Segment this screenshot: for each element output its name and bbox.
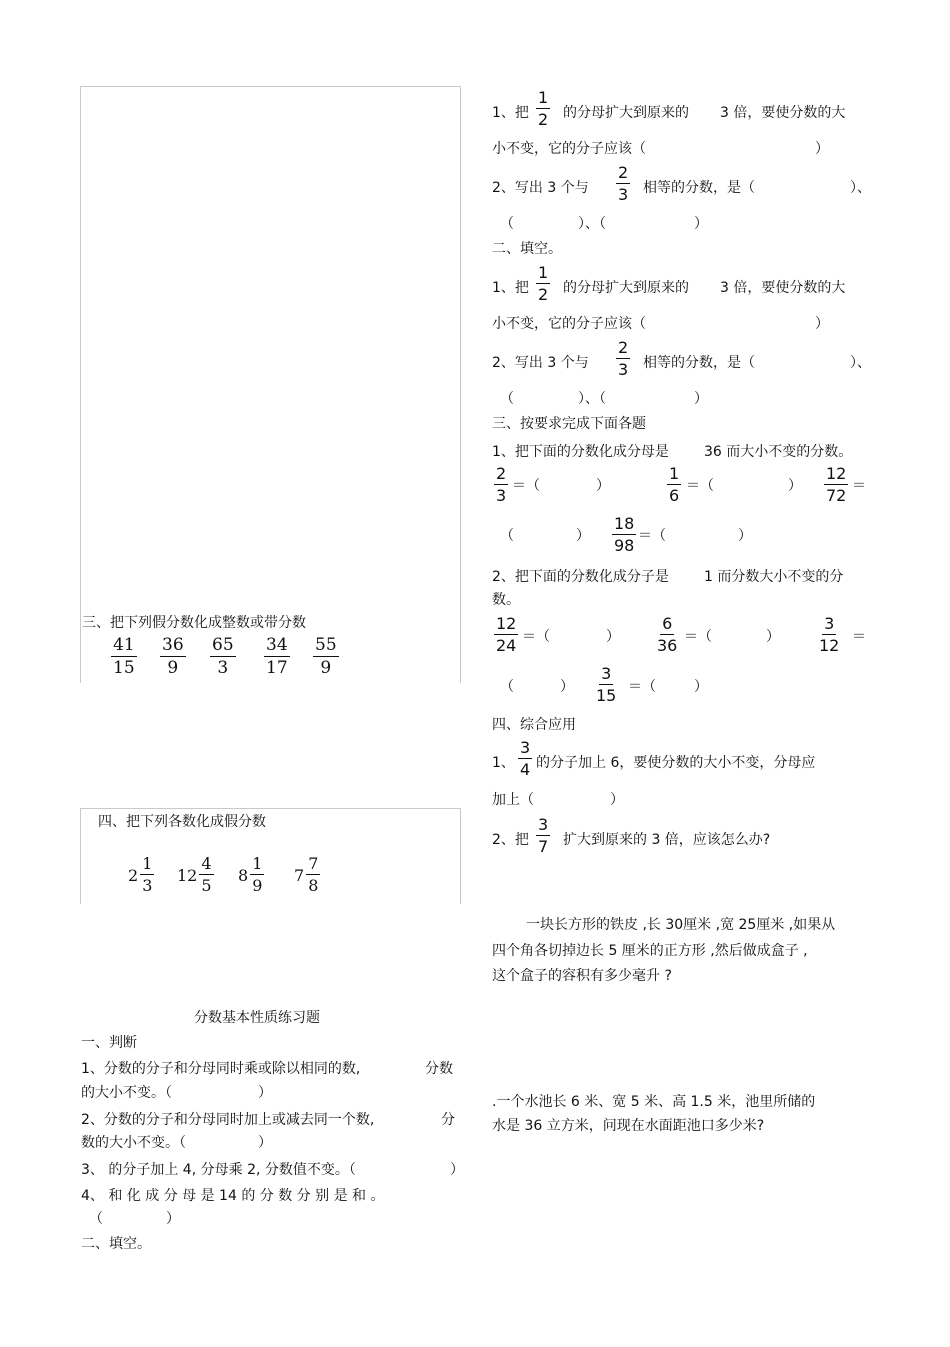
judge-q2-tail: 分 <box>441 1112 455 1128</box>
denominator: 9 <box>320 658 332 678</box>
numerator: 55 <box>315 635 337 655</box>
judge-q3: 3、 的分子加上 4, 分母乘 2, 分数值不变。（ <box>81 1162 356 1178</box>
denominator: 9 <box>167 658 179 678</box>
eq-open: ＝（ <box>628 679 656 695</box>
numerator: 2 <box>496 464 507 483</box>
r-q1-line2: 小不变，它的分子应该（ <box>492 141 646 157</box>
section-3-title: 三、把下列假分数化成整数或带分数 <box>82 615 306 631</box>
whole-part: 2 <box>128 865 139 885</box>
judge-q1-tail: 分数 <box>425 1061 453 1077</box>
problem-1-line3: 这个盒子的容积有多少毫升 ? <box>492 968 672 984</box>
numerator: 1 <box>252 854 263 873</box>
eq: ＝ <box>852 629 866 645</box>
numerator: 12 <box>826 464 847 483</box>
s3q1-frac-3 <box>824 466 848 504</box>
mixed-number <box>128 856 154 894</box>
r-q1b-text2: 3 倍，要使分数的大 <box>720 280 846 296</box>
denominator: 17 <box>266 658 288 678</box>
denominator: 3 <box>618 185 629 204</box>
whole-part: 12 <box>177 865 198 885</box>
close-paren: ） <box>788 478 802 494</box>
denominator: 24 <box>496 636 517 655</box>
eq-open: ＝（ <box>512 478 540 494</box>
judge-q2-line2: 数的大小不变。（ <box>81 1135 186 1151</box>
close-paren: ） <box>738 528 752 544</box>
denominator: 2 <box>538 110 549 129</box>
r-q2b-mid: ）、（ <box>578 391 606 407</box>
numerator: 36 <box>162 635 184 655</box>
problem-1-line1: 一块长方形的铁皮 ,长 30厘米 ,宽 25厘米 ,如果从 <box>526 917 836 933</box>
r-s4-q1-prefix: 1、 <box>492 755 515 771</box>
numerator: 6 <box>662 614 673 633</box>
whole-part: 7 <box>294 865 305 885</box>
improper-fraction <box>264 637 290 677</box>
close-paren: ） <box>560 679 574 695</box>
denominator: 7 <box>538 837 549 856</box>
denominator: 3 <box>217 658 229 678</box>
denominator: 3 <box>618 360 629 379</box>
s3q2-frac-2 <box>657 616 677 654</box>
r-q2b-close1: ）、 <box>850 355 871 371</box>
r-q2b-close3: ） <box>694 391 708 407</box>
r-s3-q2b: 1 而分数大小不变的分 <box>704 569 844 585</box>
eq-open: ＝（ <box>638 528 666 544</box>
s4q1-fraction <box>518 740 532 778</box>
whole-part: 8 <box>238 865 249 885</box>
judge-q4-open: （ <box>89 1211 103 1227</box>
close-paren: ） <box>606 629 620 645</box>
numerator: 2 <box>618 338 629 357</box>
numerator: 3 <box>601 664 612 683</box>
r-section-3: 三、按要求完成下面各题 <box>492 416 646 432</box>
r-q2b-open2: （ <box>500 391 514 407</box>
s3q2-frac-1 <box>494 616 518 654</box>
improper-fraction <box>210 637 236 677</box>
eq-open: ＝（ <box>522 629 550 645</box>
numerator: 3 <box>520 738 531 757</box>
denominator: 15 <box>596 686 617 705</box>
r-s3-q2: 2、把下面的分数化成分子是 <box>492 569 669 585</box>
mixed-number <box>238 856 264 894</box>
r-q2-fraction <box>616 165 630 203</box>
fraction-part <box>250 856 264 894</box>
judge-q4: 4、 和 化 成 分 母 是 14 的 分 数 分 别 是 和 。 <box>81 1188 385 1204</box>
open-paren: （ <box>500 528 514 544</box>
judge-q1: 1、分数的分子和分母同时乘或除以相同的数, <box>81 1061 361 1077</box>
r-q2b-prefix: 2、写出 3 个与 <box>492 355 589 371</box>
r-s4-q2-prefix: 2、把 <box>492 832 529 848</box>
r-q1-prefix: 1、把 <box>492 105 529 121</box>
fill-heading: 二、填空。 <box>81 1236 151 1252</box>
open-paren: （ <box>500 679 514 695</box>
judge-q2-close: ） <box>258 1135 272 1151</box>
r-s3-q1: 1、把下面的分数化成分母是 <box>492 444 669 460</box>
numerator: 2 <box>618 163 629 182</box>
r-s4-q1-close: ） <box>610 792 624 808</box>
denominator: 6 <box>669 486 680 505</box>
fraction-part <box>140 856 154 894</box>
numerator: 3 <box>538 815 549 834</box>
r-q2b-text: 相等的分数，是（ <box>643 355 755 371</box>
r-q1-text: 的分母扩大到原来的 <box>563 105 689 121</box>
improper-fraction <box>313 637 339 677</box>
numerator: 41 <box>113 635 135 655</box>
denominator: 3 <box>496 486 507 505</box>
numerator: 1 <box>538 88 549 107</box>
numerator: 4 <box>201 854 212 873</box>
r-q2-close3: ） <box>694 216 708 232</box>
eq-open: ＝（ <box>684 629 712 645</box>
section-4-title: 四、把下列各数化成假分数 <box>98 814 266 830</box>
denominator: 9 <box>252 876 263 895</box>
denominator: 98 <box>614 536 635 555</box>
r-q2-open2: （ <box>500 216 514 232</box>
judge-q1-line2: 的大小不变。（ <box>81 1085 172 1101</box>
r-s4-q1-line2: 加上（ <box>492 792 534 808</box>
r-q1b-close: ） <box>815 316 829 332</box>
numerator: 12 <box>496 614 517 633</box>
r-s3-q1b: 36 而大小不变的分数。 <box>704 444 853 460</box>
fraction-part <box>199 856 213 894</box>
numerator: 1 <box>142 854 153 873</box>
denominator: 2 <box>538 285 549 304</box>
denominator: 5 <box>201 876 212 895</box>
s3q2-frac-3 <box>819 616 839 654</box>
close-paren: ） <box>576 528 590 544</box>
problem-1-line2: 四个角各切掉边长 5 厘米的正方形 ,然后做成盒子 , <box>492 943 808 959</box>
r-q1b-prefix: 1、把 <box>492 280 529 296</box>
problem-2-line1: .一个水池长 6 米、宽 5 米、高 1.5 米，池里所储的 <box>492 1094 816 1110</box>
s3q1-frac-1 <box>494 466 508 504</box>
r-q2-text: 相等的分数，是（ <box>643 180 755 196</box>
numerator: 18 <box>614 514 635 533</box>
r-section-4: 四、综合应用 <box>492 717 576 733</box>
judge-q3-close: ） <box>450 1162 464 1178</box>
problem-2-line2: 水是 36 立方米，问现在水面距池口多少米? <box>492 1118 765 1134</box>
numerator: 1 <box>669 464 680 483</box>
numerator: 1 <box>538 263 549 282</box>
close-paren: ） <box>694 679 708 695</box>
s3q2-frac-4 <box>596 666 616 704</box>
s4q2-fraction <box>536 817 550 855</box>
mixed-number <box>294 856 320 894</box>
upper-left-box <box>80 86 461 683</box>
r-fill-heading: 二、填空。 <box>492 241 562 257</box>
numerator: 34 <box>266 635 288 655</box>
improper-fraction <box>160 637 186 677</box>
r-q2-close1: ）、 <box>850 180 871 196</box>
judge-q1-close: ） <box>258 1085 272 1101</box>
denominator: 12 <box>819 636 840 655</box>
eq: ＝ <box>852 478 866 494</box>
numerator: 65 <box>212 635 234 655</box>
numerator: 3 <box>824 614 835 633</box>
r-s4-q1-text: 的分子加上 6，要使分数的大小不变，分母应 <box>536 755 816 771</box>
r-q2-prefix: 2、写出 3 个与 <box>492 180 589 196</box>
r-q2-mid: ）、（ <box>578 216 606 232</box>
denominator: 3 <box>142 876 153 895</box>
r-q1b-fraction <box>536 265 550 303</box>
judge-heading: 一、判断 <box>81 1035 137 1051</box>
mixed-number <box>177 856 214 894</box>
judge-q4-close: ） <box>166 1211 180 1227</box>
s3q1-frac-2 <box>667 466 681 504</box>
r-q1-text2: 3 倍，要使分数的大 <box>720 105 846 121</box>
r-q1b-text: 的分母扩大到原来的 <box>563 280 689 296</box>
close-paren: ） <box>596 478 610 494</box>
worksheet-title: 分数基本性质练习题 <box>194 1010 320 1026</box>
r-q1-close: ） <box>815 141 829 157</box>
r-q1b-line2: 小不变，它的分子应该（ <box>492 316 646 332</box>
denominator: 72 <box>826 486 847 505</box>
r-q1-fraction <box>536 90 550 128</box>
denominator: 15 <box>113 658 135 678</box>
denominator: 8 <box>308 876 319 895</box>
denominator: 36 <box>657 636 678 655</box>
r-s3-q2c: 数。 <box>492 592 520 608</box>
close-paren: ） <box>766 629 780 645</box>
s3q1-frac-4 <box>612 516 636 554</box>
fraction-part <box>306 856 320 894</box>
r-q2b-fraction <box>616 340 630 378</box>
denominator: 4 <box>520 760 531 779</box>
r-s4-q2-text: 扩大到原来的 3 倍，应该怎么办? <box>563 832 771 848</box>
improper-fraction <box>111 637 137 677</box>
judge-q2: 2、分数的分子和分母同时加上或减去同一个数, <box>81 1112 375 1128</box>
numerator: 7 <box>308 854 319 873</box>
eq-open: ＝（ <box>686 478 714 494</box>
